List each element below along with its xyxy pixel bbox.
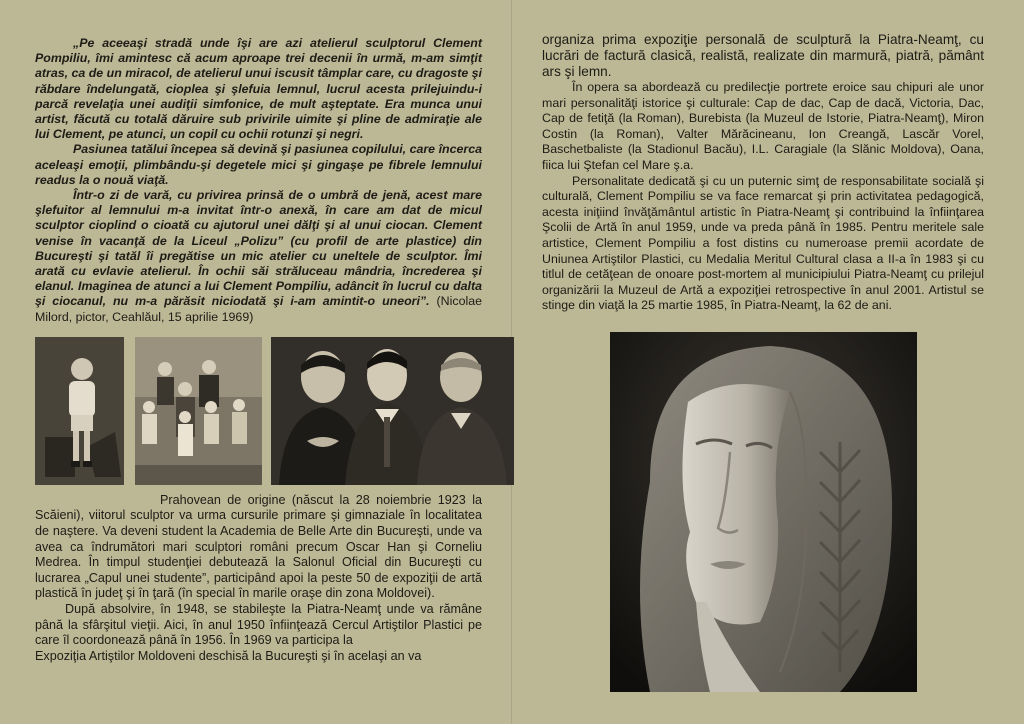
photo-child-portrait (35, 337, 124, 485)
quote-citation: (Nicolae Milord, pictor, Ceahlăul, 15 aprilie 1969) (35, 294, 482, 324)
bio-paragraph-2: După absolvire, în 1948, se stabileşte la Piatra-Neamţ unde va rămâne până la sfârşitul vieţii. Aici, în anul 1950 înfiinţează Cercul Artiştilor Plastici pe care îl coordonează până în 1956. În 1969 va participa la (35, 602, 482, 648)
quote-paragraph-2: Pasiunea tatălui începea să devină şi pasiunea copilului, care încerca aceleaşi emoţii, plimbându-şi degetele mici şi gingaşe pe fibrele lemnului readus la o nouă viaţă. (35, 142, 482, 187)
sculpture-photo (610, 332, 917, 692)
bio-paragraph-1: Prahovean de origine (născut la 28 noiembrie 1923 la Scăieni), viitorul sculptor va urma cursurile primare şi gimnaziale în localitatea de naştere. Va deveni student la Academia de Belle Arte din Bucureşti, unde va avea ca îndrumători mari sculptori români precum Oscar Han şi Corneliu Medrea. În timpul studenţiei debutează la Salonul Oficial din Bucureşti cu lucrarea „Capul unei studente”, participând apoi la peste 50 de expoziţii de artă plastică în judeţ şi în ţară (în special în marile oraşe din zona Moldovei). (35, 492, 482, 601)
photo-strip (35, 337, 482, 485)
memoir-quote (35, 36, 482, 325)
quote-paragraph-3 (35, 188, 482, 325)
quote-paragraph-3-text: Într-o zi de vară, cu privirea prinsă de o umbră de jenă, acest mare şlefuitor al lemnului m-a invitat într-o anexă, în care am dat de micul sculptor cioplind o cioată cu ajutorul unei dălţi şi al unui ciocan. Clement venise în vacanţă de la Liceul „Polizu” (cu profil de arte plastice) din Bucureşti şi tatăl îi pregătise un mic atelier cu uneltele de sculptor. Îmi arată cu evlavie atelierul. În ochii săi străluceau mândria, încrederea şi elanul. Imaginea de atunci a lui Clement Pompiliu, adâncit în lucrul cu dalta şi ciocanul, nu m-a părăsit niciodată şi i-am amintit-o uneori”. (35, 188, 482, 309)
photo-portrait-trio (271, 337, 514, 485)
biography (35, 493, 482, 665)
bio-last-line: Expoziţia Artiştilor Moldoveni deschisă la Bucureşti şi în acelaşi an va (35, 648, 422, 663)
right-page (512, 0, 1024, 724)
right-paragraph-2: Personalitate dedicată şi cu un puternic simţ de responsabilitate socială şi culturală, Clement Pompiliu se va face remarcat şi prin activitatea pedagogică, acesta iniţiind învăţământul artistic în Piatra-Neamţ şi contribuind la înfiinţarea Şcolii de Artă în anul 1959, unde va preda până în 1985. Pentru meritele sale artistice, Clement Pompiliu a fost distins cu numeroase premii acordate de Uniunea Artiştilor Plastici, cu Medalia Meritul Cultural clasa a II-a în 1983 şi cu titlul de cetăţean de onoare post-mortem al municipiului Piatra-Neamţ cu prilejul organizării la Muzeul de Artă a expoziţiei retrospective în anul 2001. Artistul se stinge din viaţă la 25 martie 1985, în Piatra-Neamţ, la 62 de ani. (542, 173, 984, 313)
quote-paragraph-1: „Pe aceeaşi stradă unde îşi are azi atelierul sculptorul Clement Pompiliu, îmi amintesc că acum aproape trei decenii în urmă, m-am simţit atras, ca de un miracol, de atelierul unui iscusit tâmplar care, cu dragoste şi răbdare îndelungată, cioplea şi şlefuia lemnul, lucrul acesta prilejuindu-i parcă revelaţia unei audiţii simfonice, de mult aşteptate. Era munca unui artist, făcută cu totală dăruire sub privirile uimite şi pline de admiraţie ale lui Clement, pe atunci, un copil cu ochii rotunzi şi negri. (35, 36, 482, 142)
photo-family-group (135, 337, 262, 485)
right-top-text: organiza prima expoziţie personală de sculptură la Piatra-Neamţ, cu lucrări de factură clasică, realistă, realizate din marmură, piatră, pământ ars şi lemn. (542, 32, 984, 79)
right-paragraph-1: În opera sa abordează cu predilecţie portrete eroice sau chipuri ale unor mari personalităţi istorice şi culturale: Cap de dac, Cap de dacă, Victoria, Dac, Cap de fetiţă (la Roman), Burebista (la Muzeul de Istorie, Piatra-Neamţ), Miron Costin (la Roman), Valter Mărăcineanu, Ion Creangă, Lascăr Vorel, Baschetbaliste (la Stadionul Bacău), I.L. Caragiale (la Slănic Moldova), Oana, fiica lui Ştefan cel Mare ş.a. (542, 80, 984, 172)
